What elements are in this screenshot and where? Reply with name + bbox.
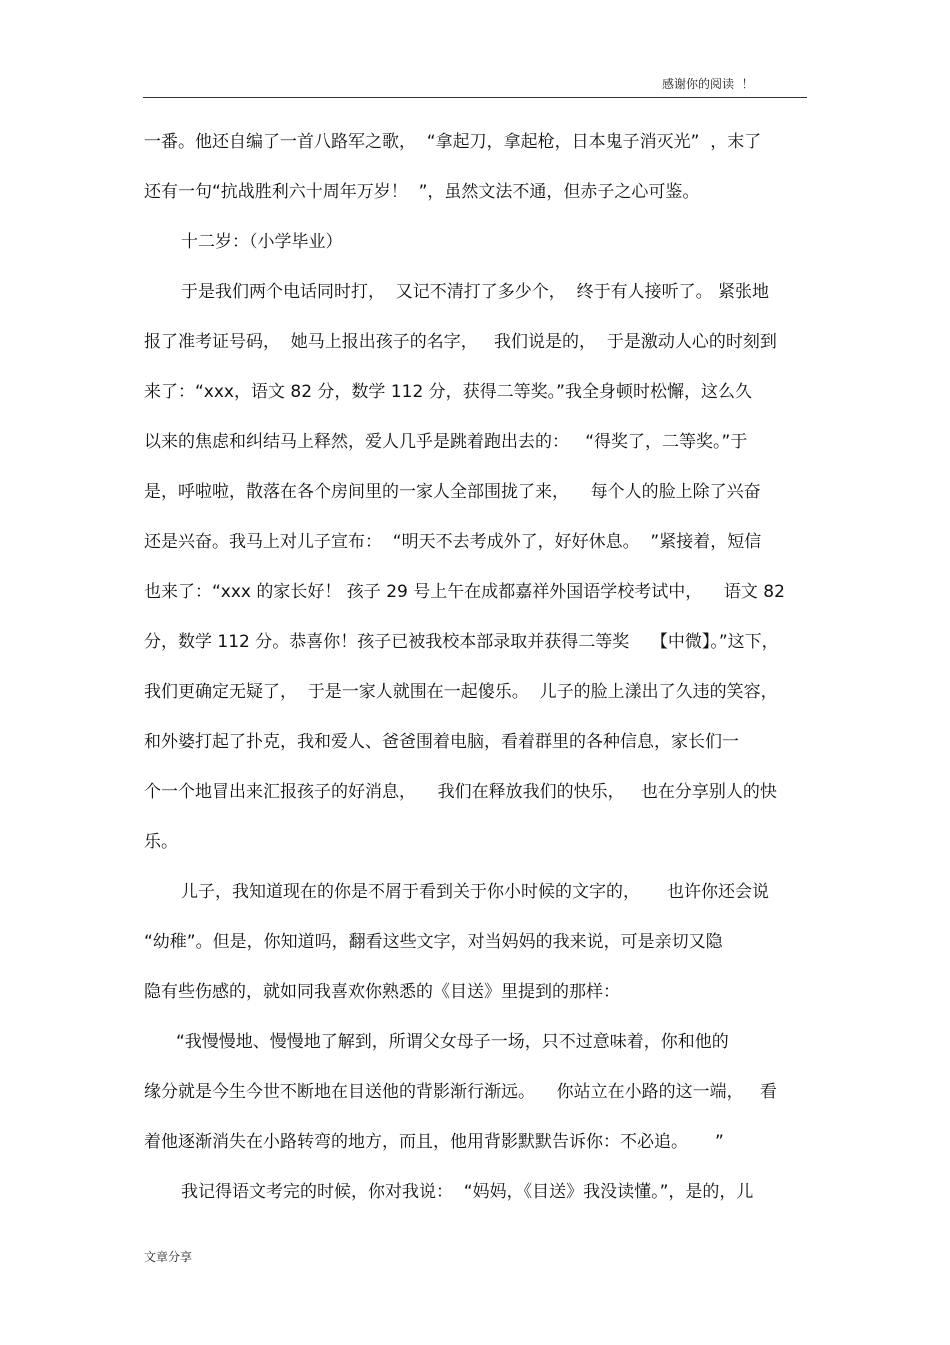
body-line: 以来的焦虑和纠结马上释然，爱人几乎是跳着跑出去的： “得奖了，二等奖。”于	[144, 432, 748, 452]
body-line: 还有一句“抗战胜利六十周年万岁！ ”，虽然文法不通，但赤子之心可鉴。	[144, 182, 700, 202]
body-line: 也来了：“xxx 的家长好！ 孩子 29 号上午在成都嘉祥外国语学校考试中， 语文 82	[144, 582, 785, 602]
body-line: 分，数学 112 分。恭喜你！孩子已被我校本部录取并获得二等奖 【中微】。”这下，	[144, 632, 779, 652]
page-header-text: 感谢你的阅读 ！	[662, 77, 754, 91]
body-line: 隐有些伤感的，就如同我喜欢你熟悉的《目送》里提到的那样：	[144, 982, 620, 1002]
quote-line: “我慢慢地、慢慢地了解到，所谓父女母子一场，只不过意味着，你和他的	[176, 1032, 729, 1052]
quote-line: 缘分就是今生今世不断地在目送他的背影渐行渐远。 你站立在小路的这一端， 看	[144, 1082, 777, 1102]
body-line: 一番。他还自编了一首八路军之歌， “拿起刀，拿起枪，日本鬼子消灭光” ，末了	[144, 132, 762, 152]
body-line: 儿子，我知道现在的你是不屑于看到关于你小时候的文字的， 也许你还会说	[181, 882, 770, 902]
body-line: 乐。	[144, 832, 178, 852]
header-divider	[143, 97, 807, 98]
body-line: 还是兴奋。我马上对儿子宣布： “明天不去考成外了，好好休息。 ”紧接着，短信	[144, 532, 762, 552]
body-line: 于是我们两个电话同时打， 又记不清打了多少个， 终于有人接听了。 紧张地	[181, 282, 770, 302]
body-line: 我记得语文考完的时候，你对我说： “妈妈，《目送》我没读懂。”，是的，儿	[181, 1182, 754, 1202]
page-footer-text: 文章分享	[144, 1250, 193, 1264]
body-line: 来了：“xxx，语文 82 分，数学 112 分，获得二等奖。”我全身顿时松懈，这么久	[144, 382, 752, 402]
body-line: 我们更确定无疑了， 于是一家人就围在一起傻乐。 儿子的脸上漾出了久违的笑容，	[144, 682, 778, 702]
body-line: 报了准考证号码， 她马上报出孩子的名字， 我们说是的， 于是激动人心的时刻到	[144, 332, 777, 352]
section-heading: 十二岁：（小学毕业）	[181, 232, 343, 252]
quote-line: 着他逐渐消失在小路转弯的地方，而且，他用背影默默告诉你：不必追。 ”	[144, 1132, 724, 1152]
body-line: 个一个地冒出来汇报孩子的好消息， 我们在释放我们的快乐， 也在分享别人的快	[144, 782, 777, 802]
body-line: 是，呼啦啦，散落在各个房间里的一家人全部围拢了来， 每个人的脸上除了兴奋	[144, 482, 761, 502]
body-line: “幼稚”。但是，你知道吗，翻看这些文字，对当妈妈的我来说，可是亲切又隐	[144, 932, 723, 952]
body-line: 和外婆打起了扑克，我和爱人、爸爸围着电脑，看着群里的各种信息，家长们一	[144, 732, 739, 752]
